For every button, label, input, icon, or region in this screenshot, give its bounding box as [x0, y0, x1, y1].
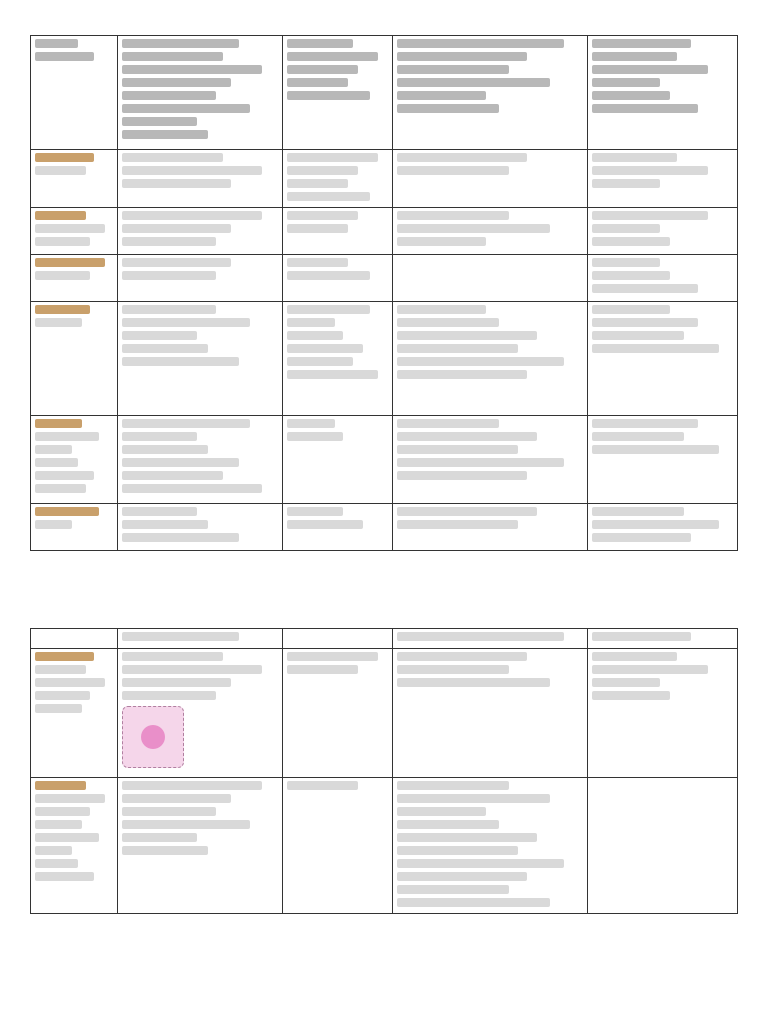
placeholder-line [397, 678, 550, 687]
table-cell [118, 150, 283, 208]
table-cell [118, 504, 283, 551]
placeholder-line [35, 872, 94, 881]
placeholder-line [35, 166, 86, 175]
placeholder-line [287, 507, 343, 516]
placeholder-line [122, 781, 262, 790]
placeholder-line [287, 91, 370, 100]
placeholder-line [397, 357, 564, 366]
placeholder-line [287, 370, 378, 379]
placeholder-line [122, 65, 262, 74]
placeholder-line [122, 665, 262, 674]
table-cell [31, 629, 118, 649]
placeholder-line [397, 859, 564, 868]
placeholder-line [287, 271, 370, 280]
placeholder-line [592, 678, 660, 687]
placeholder-line [122, 153, 223, 162]
placeholder-line [592, 153, 677, 162]
placeholder-line [592, 65, 708, 74]
placeholder-line [287, 652, 378, 661]
table-cell [31, 255, 118, 302]
placeholder-line [397, 65, 509, 74]
placeholder-line [122, 484, 262, 493]
placeholder-line [35, 833, 99, 842]
placeholder-line [592, 78, 660, 87]
placeholder-line [35, 39, 78, 48]
placeholder-line [592, 211, 708, 220]
placeholder-line [122, 344, 208, 353]
placeholder-line [397, 78, 550, 87]
placeholder-line [35, 237, 90, 246]
placeholder-line [397, 104, 499, 113]
table-cell [31, 649, 118, 778]
placeholder-line [122, 691, 216, 700]
placeholder-line [35, 652, 94, 661]
placeholder-line [592, 271, 670, 280]
placeholder-line [397, 211, 509, 220]
placeholder-line [35, 520, 72, 529]
placeholder-line [35, 691, 90, 700]
placeholder-line [287, 432, 343, 441]
placeholder-line [122, 357, 239, 366]
placeholder-line [592, 318, 698, 327]
placeholder-line [35, 846, 72, 855]
table-cell [283, 150, 393, 208]
placeholder-line [287, 419, 335, 428]
table-row [31, 150, 738, 208]
placeholder-line [122, 130, 208, 139]
table-cell [588, 416, 738, 504]
placeholder-line [122, 166, 262, 175]
placeholder-line [122, 652, 223, 661]
drug-table-top [30, 35, 738, 551]
placeholder-line [397, 318, 499, 327]
table-cell [588, 208, 738, 255]
placeholder-line [592, 52, 677, 61]
table-cell [588, 255, 738, 302]
placeholder-line [35, 781, 86, 790]
placeholder-line [397, 224, 550, 233]
table-cell [393, 150, 588, 208]
placeholder-line [397, 520, 518, 529]
placeholder-line [397, 872, 527, 881]
placeholder-line [397, 419, 499, 428]
placeholder-line [122, 211, 262, 220]
placeholder-line [35, 419, 82, 428]
placeholder-line [397, 665, 509, 674]
drug-table-bottom [30, 628, 738, 914]
table-row [31, 778, 738, 914]
placeholder-line [35, 211, 86, 220]
placeholder-line [287, 39, 353, 48]
placeholder-line [122, 846, 208, 855]
placeholder-line [397, 885, 509, 894]
placeholder-line [287, 344, 363, 353]
placeholder-line [35, 153, 94, 162]
table-cell [31, 302, 118, 416]
table-cell [283, 629, 393, 649]
table-cell [31, 36, 118, 150]
placeholder-line [287, 179, 348, 188]
placeholder-line [592, 224, 660, 233]
placeholder-line [592, 237, 670, 246]
placeholder-line [35, 471, 94, 480]
table-cell [31, 778, 118, 914]
table-cell [393, 504, 588, 551]
table-row [31, 416, 738, 504]
placeholder-line [122, 471, 223, 480]
placeholder-line [397, 305, 486, 314]
placeholder-line [122, 632, 239, 641]
placeholder-line [592, 652, 677, 661]
table-cell [118, 649, 283, 778]
table-cell [118, 208, 283, 255]
placeholder-line [35, 271, 90, 280]
placeholder-line [397, 632, 564, 641]
placeholder-line [592, 305, 670, 314]
placeholder-line [287, 153, 378, 162]
placeholder-line [122, 117, 197, 126]
placeholder-line [592, 331, 684, 340]
placeholder-line [287, 166, 358, 175]
table-row [31, 255, 738, 302]
placeholder-line [287, 331, 343, 340]
table-cell [393, 208, 588, 255]
placeholder-line [122, 419, 250, 428]
placeholder-line [287, 258, 348, 267]
table-cell [118, 778, 283, 914]
placeholder-line [397, 39, 564, 48]
table-cell [31, 504, 118, 551]
placeholder-line [397, 370, 527, 379]
placeholder-line [122, 458, 239, 467]
placeholder-line [35, 807, 90, 816]
placeholder-line [35, 704, 82, 713]
placeholder-line [287, 520, 363, 529]
placeholder-line [122, 91, 216, 100]
placeholder-line [287, 52, 378, 61]
table-cell [588, 36, 738, 150]
placeholder-line [35, 52, 94, 61]
table-cell [283, 778, 393, 914]
placeholder-line [287, 318, 335, 327]
table-cell [31, 416, 118, 504]
table-cell [118, 302, 283, 416]
placeholder-line [592, 445, 719, 454]
placeholder-line [397, 166, 509, 175]
placeholder-line [397, 781, 509, 790]
table-cell [283, 416, 393, 504]
table-cell [283, 302, 393, 416]
placeholder-line [122, 807, 216, 816]
placeholder-line [122, 445, 208, 454]
placeholder-line [122, 520, 208, 529]
placeholder-line [122, 104, 250, 113]
placeholder-line [397, 833, 537, 842]
table-cell [118, 416, 283, 504]
placeholder-line [35, 458, 78, 467]
placeholder-line [397, 820, 499, 829]
placeholder-line [122, 78, 231, 87]
placeholder-line [287, 357, 353, 366]
table-cell [393, 649, 588, 778]
illustration-placeholder [122, 706, 184, 768]
table-cell [588, 302, 738, 416]
placeholder-line [287, 192, 370, 201]
placeholder-line [592, 104, 698, 113]
placeholder-line [35, 224, 105, 233]
placeholder-line [592, 691, 670, 700]
placeholder-line [287, 224, 348, 233]
placeholder-line [122, 533, 239, 542]
table-cell [31, 208, 118, 255]
placeholder-line [35, 665, 86, 674]
placeholder-line [397, 471, 527, 480]
table-cell [393, 255, 588, 302]
drug-table-top-body [31, 36, 738, 551]
placeholder-line [122, 237, 216, 246]
table-cell [588, 649, 738, 778]
table-row [31, 302, 738, 416]
placeholder-line [35, 507, 99, 516]
placeholder-line [287, 78, 348, 87]
placeholder-line [122, 833, 197, 842]
placeholder-line [397, 331, 537, 340]
placeholder-line [35, 859, 78, 868]
placeholder-line [592, 520, 719, 529]
table-cell [393, 629, 588, 649]
placeholder-line [35, 305, 90, 314]
placeholder-line [397, 898, 550, 907]
placeholder-line [287, 65, 358, 74]
placeholder-line [35, 432, 99, 441]
table-cell [118, 255, 283, 302]
placeholder-line [592, 39, 691, 48]
placeholder-line [122, 331, 197, 340]
placeholder-line [592, 533, 691, 542]
placeholder-line [397, 794, 550, 803]
placeholder-line [122, 52, 223, 61]
table-cell [588, 629, 738, 649]
placeholder-line [592, 91, 670, 100]
placeholder-line [592, 632, 691, 641]
placeholder-line [287, 305, 370, 314]
table-cell [283, 649, 393, 778]
placeholder-line [592, 507, 684, 516]
placeholder-line [397, 807, 486, 816]
placeholder-line [397, 432, 537, 441]
table-cell [393, 416, 588, 504]
table-cell [393, 36, 588, 150]
placeholder-line [122, 318, 250, 327]
placeholder-line [122, 820, 250, 829]
placeholder-line [122, 271, 216, 280]
placeholder-line [122, 179, 231, 188]
placeholder-line [287, 665, 358, 674]
placeholder-line [122, 794, 231, 803]
table-cell [118, 36, 283, 150]
placeholder-line [122, 678, 231, 687]
drug-table-bottom-body [31, 629, 738, 914]
placeholder-line [35, 258, 105, 267]
table-cell [393, 302, 588, 416]
placeholder-line [122, 305, 216, 314]
table-row [31, 649, 738, 778]
table-row [31, 208, 738, 255]
placeholder-line [592, 344, 719, 353]
table-cell [283, 36, 393, 150]
table-cell [393, 778, 588, 914]
placeholder-line [592, 258, 660, 267]
placeholder-line [397, 507, 537, 516]
table-cell [118, 629, 283, 649]
placeholder-line [397, 445, 518, 454]
placeholder-line [35, 678, 105, 687]
placeholder-line [592, 432, 684, 441]
placeholder-line [35, 318, 82, 327]
placeholder-line [397, 344, 518, 353]
placeholder-line [122, 224, 231, 233]
placeholder-line [287, 211, 358, 220]
placeholder-line [35, 794, 105, 803]
placeholder-line [592, 284, 698, 293]
placeholder-line [592, 665, 708, 674]
table-cell [588, 150, 738, 208]
placeholder-line [592, 166, 708, 175]
placeholder-line [592, 179, 660, 188]
table-row [31, 504, 738, 551]
placeholder-line [397, 846, 518, 855]
placeholder-line [397, 153, 527, 162]
placeholder-line [397, 652, 527, 661]
table-row [31, 629, 738, 649]
placeholder-line [122, 258, 231, 267]
placeholder-line [397, 52, 527, 61]
table-cell [31, 150, 118, 208]
placeholder-line [35, 484, 86, 493]
placeholder-line [35, 445, 72, 454]
table-row [31, 36, 738, 150]
placeholder-line [397, 458, 564, 467]
table-cell [283, 504, 393, 551]
table-cell [588, 504, 738, 551]
table-cell [588, 778, 738, 914]
placeholder-line [122, 507, 197, 516]
placeholder-line [397, 91, 486, 100]
placeholder-line [397, 237, 486, 246]
placeholder-line [287, 781, 358, 790]
placeholder-line [35, 820, 82, 829]
placeholder-line [592, 419, 698, 428]
placeholder-line [122, 432, 197, 441]
placeholder-line [122, 39, 239, 48]
table-cell [283, 255, 393, 302]
table-cell [283, 208, 393, 255]
